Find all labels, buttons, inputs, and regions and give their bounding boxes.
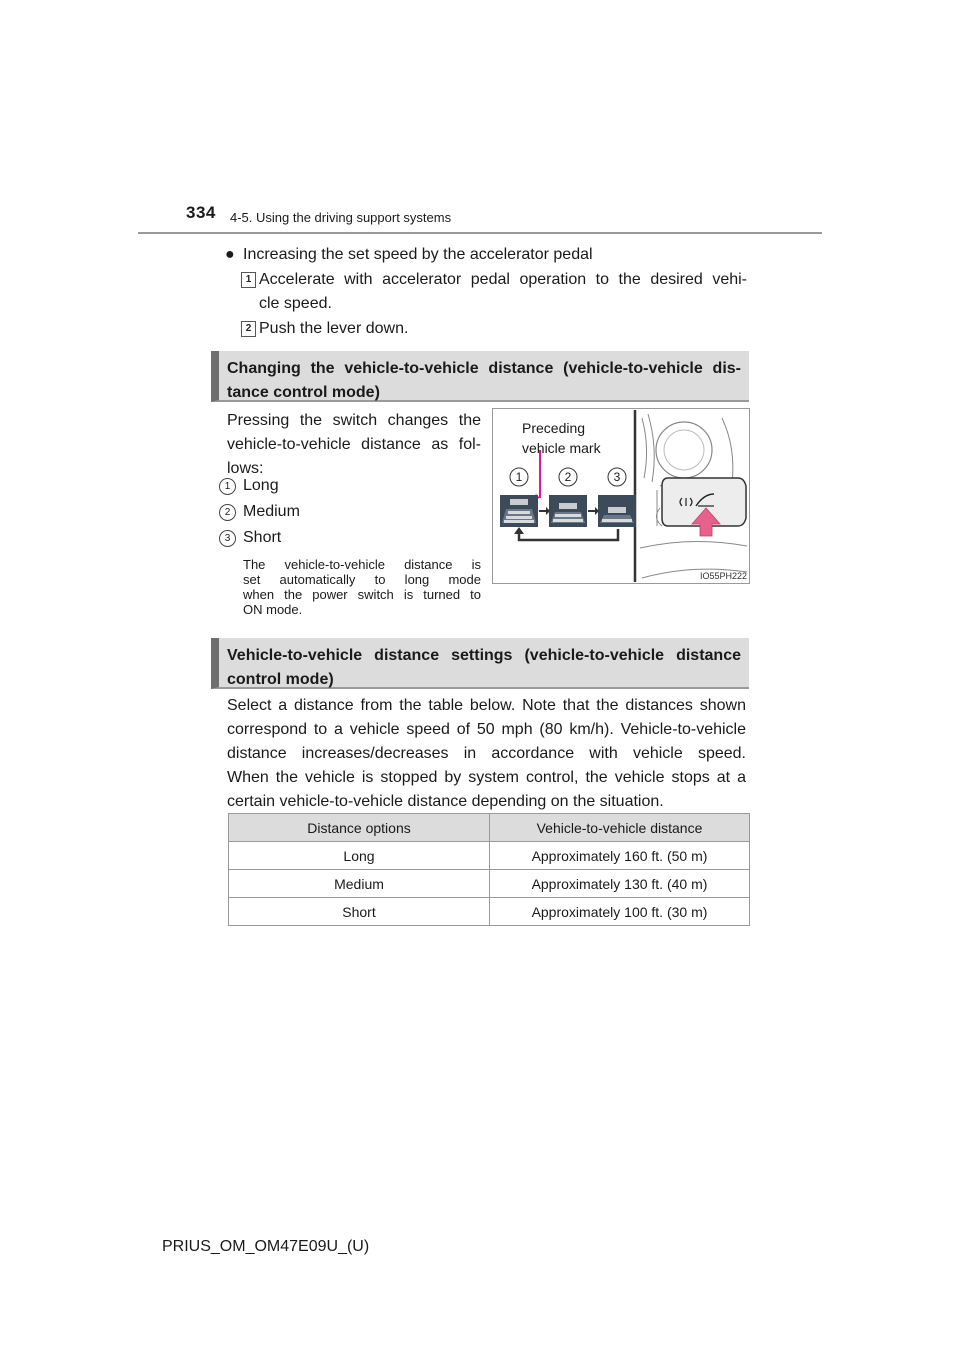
figure-number-2: 2 bbox=[564, 470, 572, 484]
page-number: 334 bbox=[186, 203, 216, 222]
step-number-1: 1 bbox=[241, 272, 256, 288]
table-row bbox=[229, 842, 750, 870]
para-line2: correspond to a vehicle speed of 50 mph (80 km/h). Vehicle-to-vehicle bbox=[227, 721, 746, 738]
table-cell: Long bbox=[229, 842, 490, 870]
option-number-1: 1 bbox=[219, 478, 236, 495]
step1-text-line2: cle speed. bbox=[259, 295, 332, 312]
figure-number-1: 1 bbox=[515, 470, 523, 484]
distance-table bbox=[228, 813, 750, 926]
heading2-line1: Vehicle-to-vehicle distance settings (vehicle-to-vehicle distance bbox=[227, 647, 741, 664]
table-header-row bbox=[229, 814, 750, 842]
document-code: PRIUS_OM_OM47E09U_(U) bbox=[162, 1238, 370, 1255]
distance-switch-figure bbox=[492, 408, 750, 584]
option-short: Short bbox=[243, 529, 282, 546]
table-cell: Medium bbox=[229, 870, 490, 898]
table-cell: Short bbox=[229, 898, 490, 926]
heading-line2: tance control mode) bbox=[227, 384, 380, 401]
section-heading-distance-settings bbox=[211, 638, 749, 689]
accel-title: Increasing the set speed by the accelerator pedal bbox=[243, 246, 593, 263]
heading2-line2: control mode) bbox=[227, 671, 334, 688]
table-cell: Approximately 160 ft. (50 m) bbox=[490, 842, 750, 870]
step2-text: Push the lever down. bbox=[259, 320, 409, 337]
table-row bbox=[229, 898, 750, 926]
settings-paragraph bbox=[227, 694, 746, 814]
callout-line1: Preceding bbox=[522, 420, 586, 436]
intro-line1: Pressing the switch changes the bbox=[227, 412, 481, 429]
note-text bbox=[243, 557, 481, 617]
note-line1: The vehicle-to-vehicle distance is bbox=[243, 557, 481, 572]
section-title: 4-5. Using the driving support systems bbox=[230, 210, 452, 225]
note-line2: set automatically to long mode bbox=[243, 572, 481, 587]
heading-line1: Changing the vehicle-to-vehicle distance (vehicle-to-vehicle dis- bbox=[227, 360, 741, 377]
para-line5: certain vehicle-to-vehicle distance depending on the situation. bbox=[227, 793, 664, 810]
option-long: Long bbox=[243, 477, 279, 494]
step1-text-line1: Accelerate with accelerator pedal operation to the desired vehi- bbox=[259, 271, 747, 288]
figure-number-3: 3 bbox=[613, 470, 621, 484]
intro-line3: lows: bbox=[227, 460, 264, 477]
option-number-2: 2 bbox=[219, 504, 236, 521]
figure-code: IO55PH222 bbox=[700, 571, 748, 581]
para-line4: When the vehicle is stopped by system control, the vehicle stops at a bbox=[227, 769, 746, 786]
step-number-2: 2 bbox=[241, 321, 256, 337]
option-number-3: 3 bbox=[219, 530, 236, 547]
table-header-cell: Vehicle-to-vehicle distance bbox=[490, 814, 750, 842]
header-rule bbox=[138, 232, 822, 234]
bullet-icon: ● bbox=[225, 246, 235, 263]
para-line1: Select a distance from the table below. Note that the distances shown bbox=[227, 697, 746, 714]
para-line3: distance increases/decreases in accordance with vehicle speed. bbox=[227, 745, 746, 762]
section-heading-distance-mode bbox=[211, 351, 749, 402]
note-line3: when the power switch is turned to bbox=[243, 587, 481, 602]
option-medium: Medium bbox=[243, 503, 300, 520]
note-line4: ON mode. bbox=[243, 602, 303, 617]
table-row bbox=[229, 870, 750, 898]
table-cell: Approximately 100 ft. (30 m) bbox=[490, 898, 750, 926]
intro-line2: vehicle-to-vehicle distance as fol- bbox=[227, 436, 481, 453]
callout-line2: vehicle mark bbox=[522, 440, 601, 456]
table-header-cell: Distance options bbox=[229, 814, 490, 842]
table-cell: Approximately 130 ft. (40 m) bbox=[490, 870, 750, 898]
preceding-vehicle-callout bbox=[522, 418, 601, 458]
